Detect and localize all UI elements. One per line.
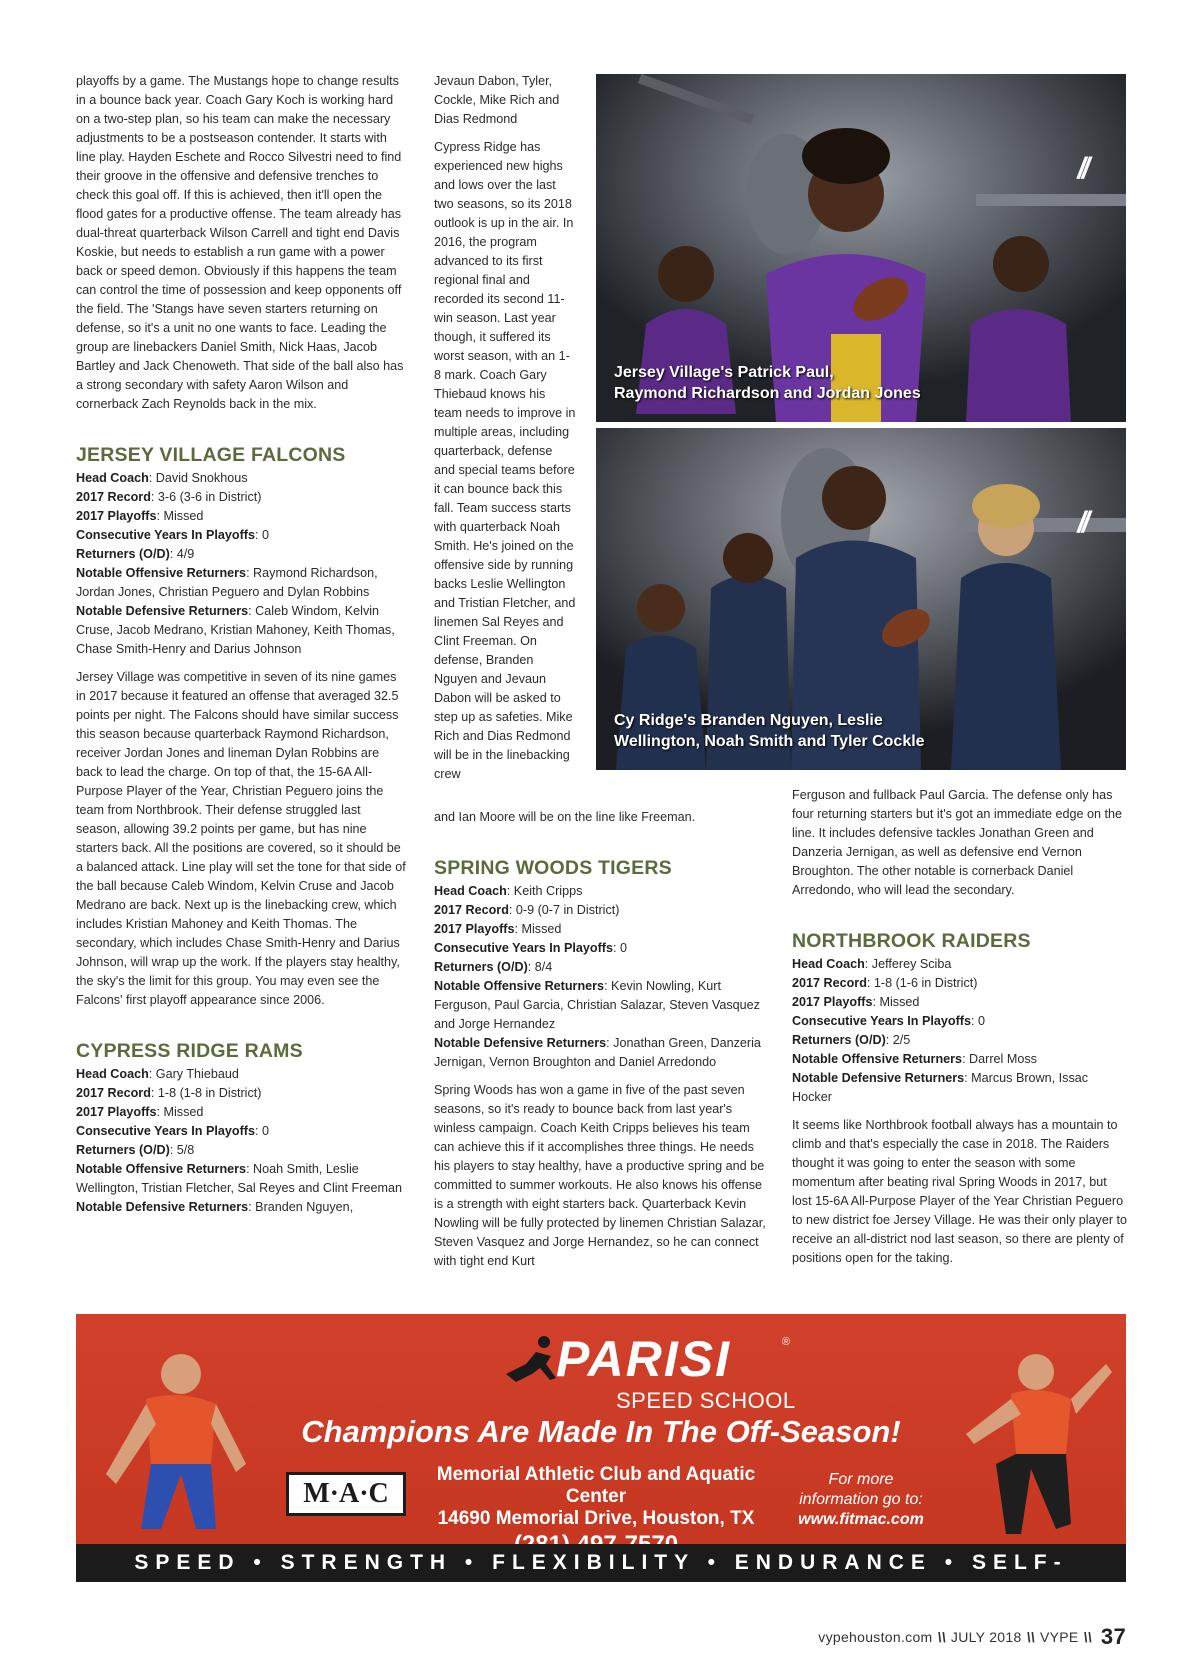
jersey-village-body: Jersey Village was competitive in seven of its nine games in 2017 because it featured an offense that averaged 32.5 points per night. The Falcons should have similar success this season because quarterback Raymond Richardson, receiver Jordan Jones and lineman Dylan Robbins are back to lead the charge. On top of that, the 15-6A All-Purpose Player of the Year, Christian Peguero joins the team from Northbrook. Their defense struggled last season, allowing 39.2 points per game, but has nine starters back. All the positions are covered, so it should be a balanced attack. Line play will set the tone for that side of the ball because Caleb Windom, Kelvin Cruse and Jacob Medrano are back. Next up is the linebacking crew, which includes Kristian Mahoney and Keith Thomas. The secondary, which includes Chase Smith-Henry and Darius Johnson, will wrap up the work. If the players stay healthy, the sky's the limit for this group. You may even see the Falcons' first playoff appearance since 2006.	[76, 670, 406, 1007]
mac-logo	[286, 1464, 406, 1524]
fact-offensive-returners: Notable Offensive Returners: Raymond Richardson, Jordan Jones, Christian Peguero and Dylan Robbins	[76, 566, 378, 599]
fact-defensive-returners: Notable Defensive Returners: Marcus Brown, Issac Hocker	[792, 1071, 1089, 1104]
jersey-village-heading: JERSEY VILLAGE FALCONS	[76, 444, 346, 466]
spring-woods-body: Spring Woods has won a game in five of the past seven seasons, so it's ready to bounce back from last year's winless campaign. Coach Keith Cripps believes his team can achieve this if it accomplishes three things. He needs his players to stay healthy, have a productive spring and be committed to summer workouts. He also knows his offense is a strength with eight starters back. Quarterback Kevin Nowling will be fully protected by linemen Christian Salazar, Steven Vasquez and Jorge Hernandez, so he can connect with tight end Kurt	[434, 1083, 766, 1268]
intro-paragraph: playoffs by a game. The Mustangs hope to change results in a bounce back year. Coach Gary Koch is working hard on a two-step plan, so his team can make the necessary adjustments to be a postseason contender. It starts with line play. Hayden Eschete and Rocco Silvestri need to find their groove in the offensive and defensive trenches to check this goal off. If this is achieved, then it'll open the flood gates for a productive offense. The team already has dual-threat quarterback Wilson Carrell and tight end Davis Koskie, but needs to establish a run game with a power back or speed demon. Obviously if this happens the team can control the time of possession and keep opponents off the field. The 'Stangs have seven starters returning on defense, so it's a unit no one wants to face. Leading the group are linebackers Daniel Smith, Nick Haas, Jacob Bartley and Jack Chenoweth. That side of the ball also has a strong secondary with safety Aaron Wilson and cornerback Zach Reynolds back in the mix.	[76, 74, 404, 411]
club-name: Memorial Athletic Club and Aquatic Center	[436, 1464, 756, 1507]
cypress-ridge-continued-returners: Jevaun Dabon, Tyler, Cockle, Mike Rich and Dias Redmond	[434, 74, 560, 126]
fact-playoffs: 2017 Playoffs: Missed	[792, 995, 920, 1009]
page-number: 37	[1100, 1624, 1126, 1649]
fact-record: 2017 Record: 0-9 (0-7 in District)	[434, 903, 620, 917]
fact-playoffs: 2017 Playoffs: Missed	[434, 922, 562, 936]
fact-returners: Returners (O/D): 8/4	[434, 960, 553, 974]
footer-separator: \\	[1083, 1629, 1092, 1645]
fact-defensive-returners: Notable Defensive Returners: Jonathan Green, Danzeria Jernigan, Vernon Broughton and Daniel Arredondo	[434, 1036, 761, 1069]
ad-values-bar: SPEED • STRENGTH • FLEXIBILITY • ENDURANCE • SELF-CONFIDENCE	[76, 1544, 1126, 1582]
northbrook-body: It seems like Northbrook football always has a mountain to climb and that's especially the case in 2018. The Raiders thought it was going to enter the season with some momentum after beating rival Spring Woods in 2017, but lost 15-6A All-Purpose Player of the Year Christian Peguero to new district foe Jersey Village. He was their only player to receive an all-district nod last season, so there are plenty of positions open for the taking.	[792, 1118, 1128, 1265]
fact-returners: Returners (O/D): 4/9	[76, 547, 195, 561]
cypress-ridge-body: Cypress Ridge has experienced new highs and lows over the last two seasons, so its 2018 outlook is up in the air. In 2016, the program advanced to its first regional final and recorded its second 11-win season. Last year though, it suffered its worst season, with an 1-8 mark. Coach Gary Thiebaud knows his team needs to improve in multiple areas, including quarterback, defense and special teams before it can bounce back this fall. Team success starts with quarterback Noah Smith. He's joined on the offensive side by running backs Leslie Wellington and Tristian Fletcher, and linemen Sal Reyes and Clint Freeman. On defense, Branden Nguyen and Jevaun Dabon will be asked to step up as safeties. Mike Rich and Dias Redmond will be in the linebacking crew	[434, 140, 576, 781]
spring-woods-heading: SPRING WOODS TIGERS	[434, 857, 672, 879]
ad-tagline: Champions Are Made In The Off-Season!	[301, 1414, 901, 1449]
ad-more-info: For more information go to: www.fitmac.com	[776, 1470, 946, 1530]
mac-logo-text: M·A·C	[286, 1472, 406, 1516]
fact-returners: Returners (O/D): 5/8	[76, 1143, 195, 1157]
column-2-narrow	[434, 72, 576, 793]
footer-issue: JULY 2018	[950, 1629, 1022, 1645]
fact-head-coach: Head Coach: Jefferey Sciba	[792, 957, 952, 971]
fact-offensive-returners: Notable Offensive Returners: Kevin Nowling, Kurt Ferguson, Paul Garcia, Christian Salazar, Steven Vasquez and Jorge Hernandez	[434, 979, 760, 1031]
parisi-logo	[436, 1328, 816, 1412]
footer-separator: \\	[1026, 1629, 1035, 1645]
fact-playoffs: 2017 Playoffs: Missed	[76, 509, 204, 523]
club-address: 14690 Memorial Drive, Houston, TX	[437, 1508, 755, 1529]
column-1	[76, 72, 408, 1226]
vype-slash-mark: //	[1077, 152, 1086, 185]
photo-caption-1: Jersey Village's Patrick Paul, Raymond Richardson and Jordan Jones	[614, 364, 921, 402]
column-3	[792, 786, 1128, 1277]
ad-url-link[interactable]: www.fitmac.com	[798, 1511, 924, 1528]
northbrook-facts	[792, 955, 1128, 1107]
cypress-ridge-players-photo	[596, 428, 1126, 770]
speed-school-label: SPEED SCHOOL	[616, 1388, 796, 1413]
fact-defensive-returners: Notable Defensive Returners: Caleb Windom, Kelvin Cruse, Jacob Medrano, Kristian Mahoney, Keith Thomas, Chase Smith-Henry and Darius Johnson	[76, 604, 395, 656]
footer-site: vypehouston.com	[818, 1629, 933, 1645]
fact-head-coach: Head Coach: Gary Thiebaud	[76, 1067, 239, 1081]
fact-consecutive: Consecutive Years In Playoffs: 0	[76, 528, 269, 542]
jersey-village-facts	[76, 469, 408, 659]
fact-head-coach: Head Coach: Keith Cripps	[434, 884, 583, 898]
northbrook-heading: NORTHBROOK RAIDERS	[792, 930, 1031, 952]
page-footer	[818, 1624, 1126, 1650]
fact-record: 2017 Record: 1-8 (1-8 in District)	[76, 1086, 262, 1100]
fact-consecutive: Consecutive Years In Playoffs: 0	[76, 1124, 269, 1138]
parisi-speed-school-ad	[76, 1314, 1126, 1612]
fact-record: 2017 Record: 3-6 (3-6 in District)	[76, 490, 262, 504]
fact-returners: Returners (O/D): 2/5	[792, 1033, 911, 1047]
spring-woods-body-continued: Ferguson and fullback Paul Garcia. The defense only has four returning starters but it's got an immediate edge on the line. It includes defensive tackles Jonathan Green and Danzeria Jernigan, as well as defensive end Vernon Broughton. The other notable is cornerback Daniel Arredondo, who will lead the secondary.	[792, 788, 1123, 897]
fact-head-coach: Head Coach: David Snokhous	[76, 471, 248, 485]
fact-playoffs: 2017 Playoffs: Missed	[76, 1105, 204, 1119]
vype-slash-mark: //	[1077, 506, 1086, 539]
fact-record: 2017 Record: 1-8 (1-6 in District)	[792, 976, 978, 990]
fact-offensive-returners: Notable Offensive Returners: Noah Smith, Leslie Wellington, Tristian Fletcher, Sal Reyes and Clint Freeman	[76, 1162, 402, 1195]
parisi-wordmark: PARISI	[556, 1331, 731, 1387]
spring-woods-facts	[434, 882, 772, 1072]
fact-consecutive: Consecutive Years In Playoffs: 0	[792, 1014, 985, 1028]
registered-mark: ®	[782, 1336, 791, 1348]
jersey-village-players-photo	[596, 74, 1126, 422]
photo-caption-2: Cy Ridge's Branden Nguyen, Leslie Wellington, Noah Smith and Tyler Cockle	[614, 712, 925, 750]
cypress-ridge-facts	[76, 1065, 408, 1217]
fact-consecutive: Consecutive Years In Playoffs: 0	[434, 941, 627, 955]
cypress-ridge-body-end: and Ian Moore will be on the line like Freeman.	[434, 810, 696, 824]
column-2-lower	[434, 808, 772, 1280]
cypress-ridge-heading: CYPRESS RIDGE RAMS	[76, 1040, 303, 1062]
footer-separator: \\	[937, 1629, 946, 1645]
footer-brand: VYPE	[1039, 1629, 1079, 1645]
fact-offensive-returners: Notable Offensive Returners: Darrel Moss	[792, 1052, 1037, 1066]
fact-defensive-returners: Notable Defensive Returners: Branden Nguyen,	[76, 1200, 354, 1214]
